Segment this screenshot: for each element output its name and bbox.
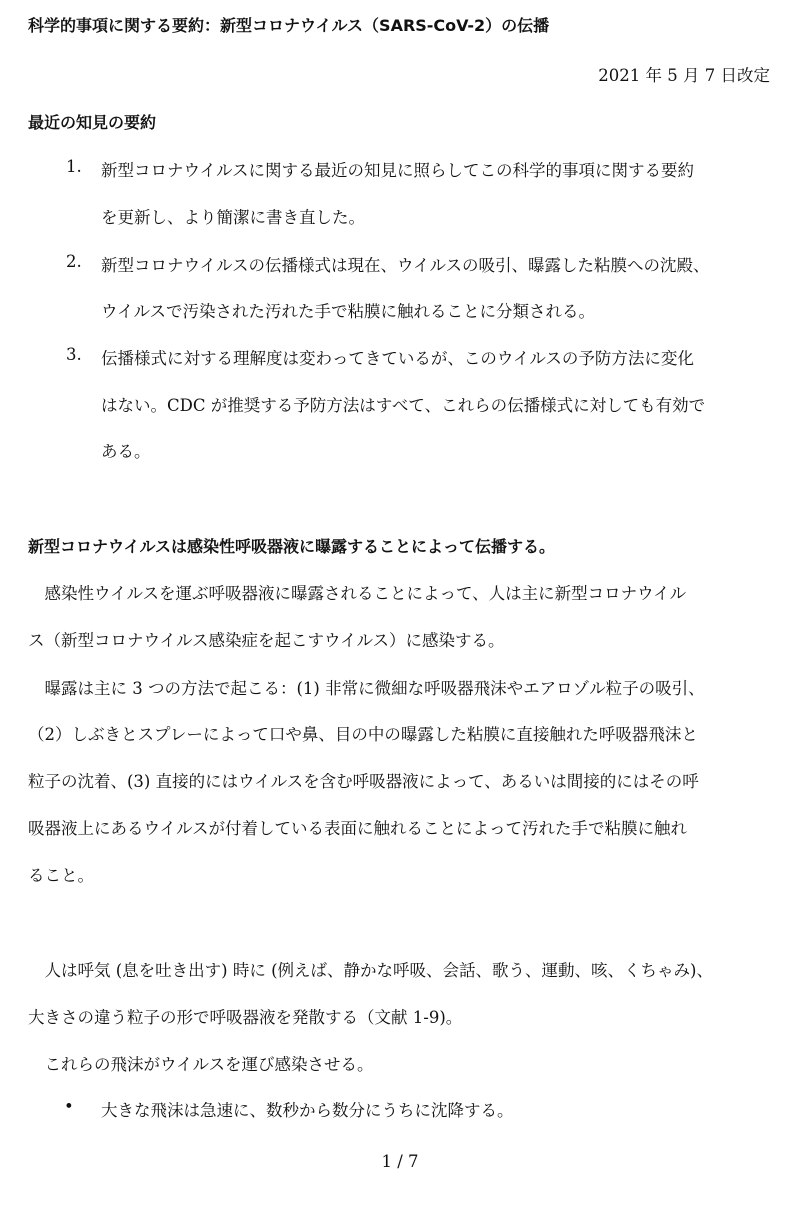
list-item-number: 2. bbox=[66, 252, 82, 271]
paragraph-line: ること。 bbox=[28, 866, 94, 885]
section-heading-summary: 最近の知見の要約 bbox=[28, 113, 157, 132]
paragraph-line: ス（新型コロナウイルス感染症を起こすウイルス）に感染する。 bbox=[28, 631, 505, 650]
paragraph-line: 感染性ウイルスを運ぶ呼吸器液に曝露されることによって、人は主に新型コロナウイル bbox=[28, 584, 687, 603]
paragraph-line: これらの飛沫がウイルスを運び感染させる。 bbox=[28, 1055, 374, 1074]
list-item-line: ある。 bbox=[101, 442, 151, 461]
list-item-number: 3. bbox=[66, 345, 82, 364]
list-item-number: 1. bbox=[66, 157, 82, 176]
paragraph-line: 大きさの違う粒子の形で呼吸器液を発散する（文献 1‐9)。 bbox=[28, 1008, 463, 1027]
list-item-line: 伝播様式に対する理解度は変わってきているが、このウイルスの予防方法に変化 bbox=[101, 349, 694, 368]
document-title: 科学的事項に関する要約：新型コロナウイルス（SARS-CoV-2）の伝播 bbox=[28, 16, 550, 35]
list-item-line: ウイルスで汚染された汚れた手で粘膜に触れることに分類される。 bbox=[101, 302, 596, 321]
paragraph-line: 粒子の沈着、(3) 直接的にはウイルスを含む呼吸器液によって、あるいは間接的にはその呼 bbox=[28, 772, 699, 791]
paragraph-line: 曝露は主に 3 つの方法で起こる：(1) 非常に微細な呼吸器飛沫やエアロゾル粒子の吸引、 bbox=[28, 679, 705, 698]
bullet-text: 大きな飛沫は急速に、数秒から数分にうちに沈降する。 bbox=[101, 1101, 514, 1120]
revision-date: 2021 年 5 月 7 日改定 bbox=[598, 66, 770, 85]
page-number: 1 / 7 bbox=[381, 1152, 419, 1171]
bullet-symbol: • bbox=[64, 1097, 74, 1116]
list-item-line: 新型コロナウイルスに関する最近の知見に照らしてこの科学的事項に関する要約 bbox=[101, 161, 695, 180]
list-item-line: はない。CDC が推奨する予防方法はすべて、これらの伝播様式に対しても有効で bbox=[101, 396, 706, 415]
paragraph-line: （2）しぶきとスプレーによって口や鼻、目の中の曝露した粘膜に直接触れた呼吸器飛沫と bbox=[28, 725, 698, 744]
section-heading-transmission: 新型コロナウイルスは感染性呼吸器液に曝露することによって伝播する。 bbox=[28, 537, 556, 556]
paragraph-line: 人は呼気 (息を吐き出す) 時に (例えば、静かな呼吸、会話、歌う、運動、咳、くちゃみ)、 bbox=[28, 961, 713, 980]
paragraph-line: 吸器液上にあるウイルスが付着している表面に触れることによって汚れた手で粘膜に触れ bbox=[28, 819, 688, 838]
list-item-line: 新型コロナウイルスの伝播様式は現在、ウイルスの吸引、曝露した粘膜への沈殿、 bbox=[101, 256, 710, 275]
list-item-line: を更新し、より簡潔に書き直した。 bbox=[101, 208, 365, 227]
